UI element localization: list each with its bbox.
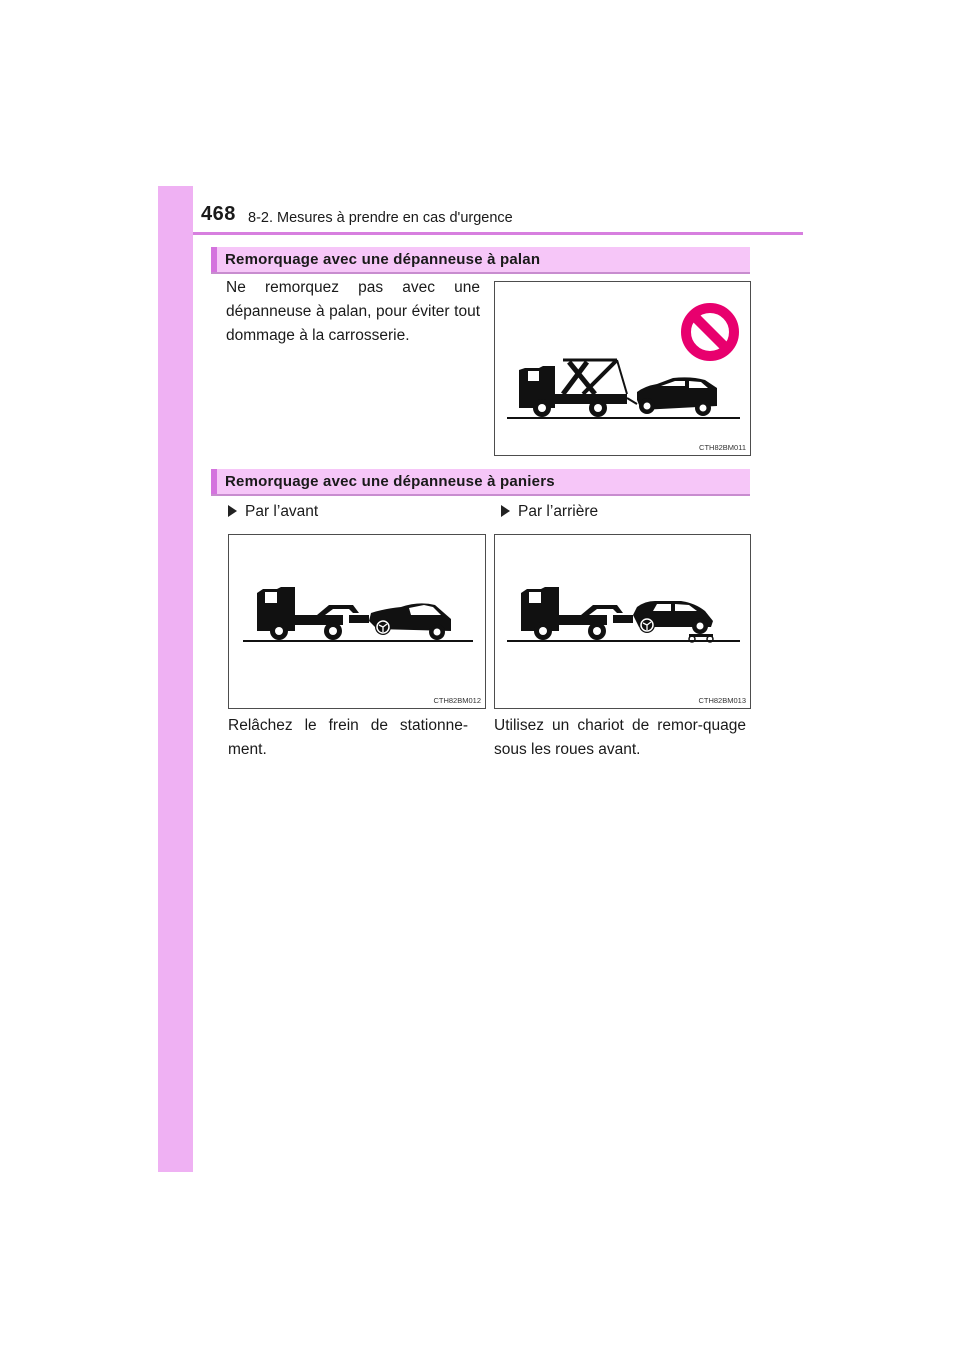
towed-car-icon xyxy=(633,601,713,634)
section-title: Remorquage avec une dépanneuse à paniers xyxy=(225,473,555,490)
page-side-tab xyxy=(158,186,193,1172)
tow-rear-illustration xyxy=(495,535,750,708)
section-header-wheel-lift xyxy=(211,247,750,274)
figure-code: CTH82BM013 xyxy=(698,696,746,705)
figure-tow-front xyxy=(228,534,486,709)
figure-code: CTH82BM011 xyxy=(699,443,746,452)
front-instruction-text: Relâchez le frein de stationne-ment. xyxy=(228,717,468,758)
rear-instruction-text: Utilisez un chariot de remor-quage sous les roues avant. xyxy=(494,717,746,758)
triangle-bullet-icon xyxy=(228,505,237,517)
section-header-accent xyxy=(211,469,217,494)
figure-tow-rear xyxy=(494,534,751,709)
tow-truck-icon xyxy=(521,587,633,640)
bullet-rear xyxy=(501,503,598,521)
towed-car-icon xyxy=(369,603,451,640)
section-header-accent xyxy=(211,247,217,272)
bullet-rear-label: Par l’arrière xyxy=(518,503,599,520)
wheel-lift-warning-text: Ne remorquez pas avec une dépanneuse à palan, pour éviter tout dommage à la carrosserie. xyxy=(226,279,480,344)
towed-car-icon xyxy=(637,377,717,416)
bullet-front xyxy=(228,503,318,521)
chapter-title: 8-2. Mesures à prendre en cas d'urgence xyxy=(248,210,513,226)
triangle-bullet-icon xyxy=(501,505,510,517)
figure-wheel-lift-prohibited xyxy=(494,281,751,456)
prohibited-icon xyxy=(686,308,734,356)
wheel-lift-illustration xyxy=(495,282,750,455)
section-header-dolly xyxy=(211,469,750,496)
tow-truck-icon xyxy=(257,587,369,640)
header-rule xyxy=(193,232,803,235)
figure-code: CTH82BM012 xyxy=(433,696,481,705)
tow-front-illustration xyxy=(229,535,485,708)
bullet-front-label: Par l’avant xyxy=(245,503,319,520)
tow-truck-icon xyxy=(519,360,637,417)
page-number: 468 xyxy=(201,203,236,225)
section-title: Remorquage avec une dépanneuse à palan xyxy=(225,251,541,268)
